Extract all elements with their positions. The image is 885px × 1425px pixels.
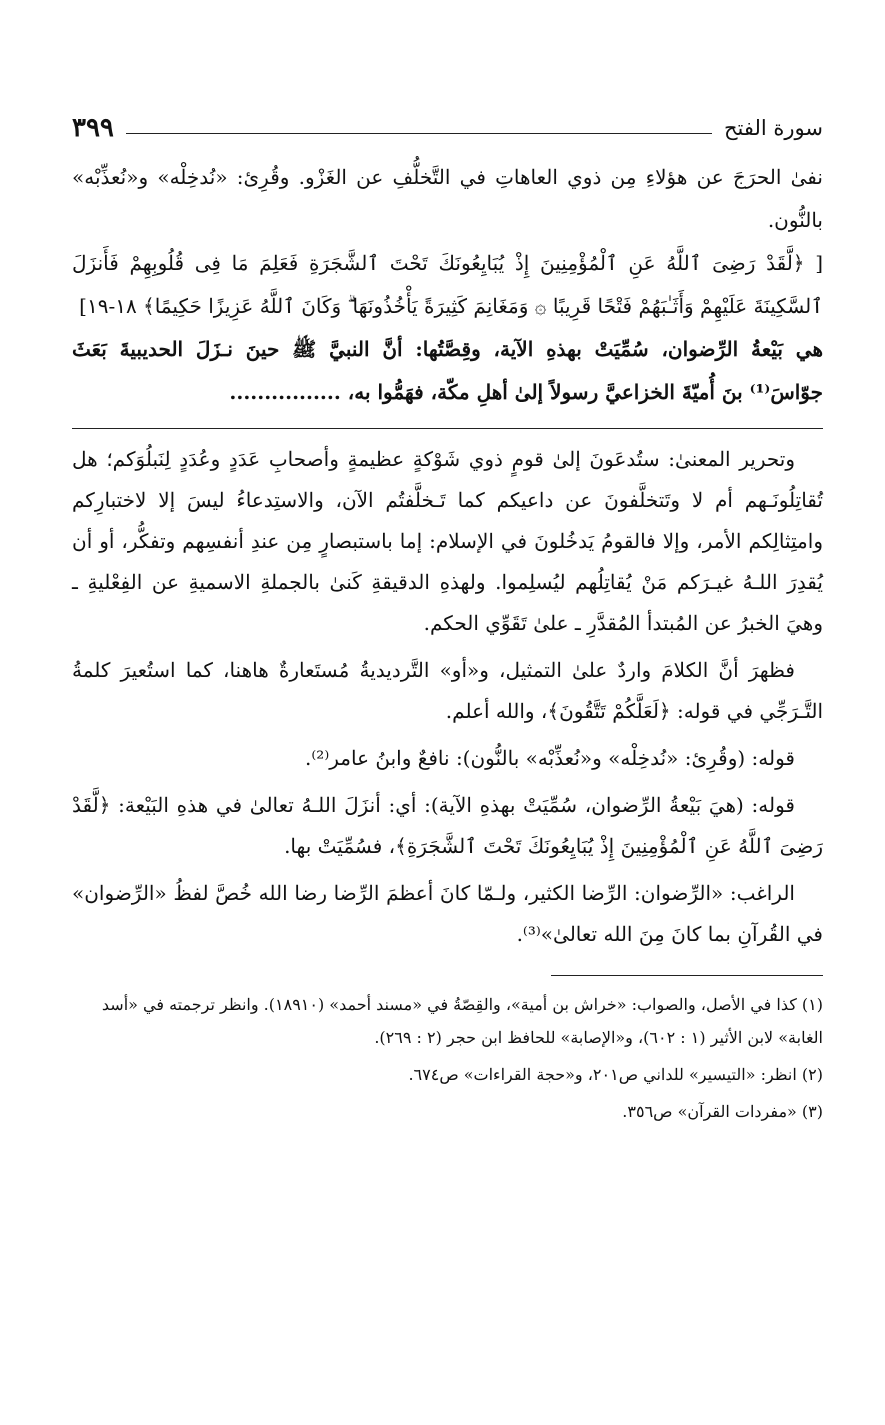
footnote-separator xyxy=(551,975,823,976)
footnote-1: (١) كذا في الأصل، والصواب: «خراش بن أمية»، والقِصّةُ في «مسند أحمد» (١٨٩١٠). وانظر ترجمته في «أسد الغابة» لابن الأثير (١ : ٦٠٢)، و«الإصابة» للحافظ ابن حجر (٢ : ٢٦٩). xyxy=(101,995,823,1047)
quran-verse: [ ﴿لَّقَدْ رَضِىَ ٱللَّهُ عَنِ ٱلْمُؤْمِنِينَ إِذْ يُبَايِعُونَكَ تَحْتَ ٱلشَّجَرَةِ فَعَلِمَ مَا فِى قُلُوبِهِمْ فَأَنزَلَ ٱلسَّكِينَةَ عَلَيْهِمْ وَأَثَـٰبَهُمْ فَتْحًا قَرِيبًا ۞ وَمَغَانِمَ كَثِيرَةً يَأْخُذُونَهَا ۗ وَكَانَ ٱللَّهُ عَزِيزًا حَكِيمًا﴾ ١٨-١٩] xyxy=(72,251,824,318)
commentary-paragraph-1: وتحرير المعنىٰ: ستُدعَونَ إلىٰ قومٍ ذوي شَوْكةٍ عظيمةٍ وأصحابِ عَدَدٍ وعُدَدٍ لِنَبلُوَكم؛ هل تُقاتِلُونَـهم أم لا وتَتخلَّفونَ عن داعيكم كما تَـخلَّفتُم الآن، والاستِدعاءُ ليسَ إلا لاختبارِكم وامتِثالِكم الأمر، وإلا فالقومُ يَدخُلونَ في الإسلام: إما باستبصارٍ مِن عندِ أنفسِهم وتفكُّر، أو أن يُقدِرَ اللـهُ غيـرَكم مَنْ يُقاتِلُهم ليُسلِموا. ولهذهِ الدقيقةِ كَنىٰ بالجملةِ الاسميةِ عن الفِعْليةِ ـ وهيَ الخبرُ عن المُبتدأ المُقدَّرِ ـ علىٰ تَقَوِّي الحكم. xyxy=(72,447,823,635)
commentary-text xyxy=(72,439,823,955)
surah-title: سورة الفتح xyxy=(723,116,823,140)
main-separator xyxy=(72,428,823,429)
upper-paragraph-1: نفىٰ الحرَجَ عن هؤلاءِ مِن ذوي العاهاتِ في التَّخلُّفِ عن الغَزْو. وقُرِئ: «نُدخِلْه» و«نُعذِّبْه» بالنُّون. xyxy=(72,165,823,232)
commentary-paragraph-3: قوله: (وقُرِئ: «نُدخِلْه» و«نُعذِّبْه» بالنُّون): نافعٌ وابنُ عامر⁽²⁾. xyxy=(305,746,795,770)
upper-text xyxy=(72,156,823,414)
footnotes xyxy=(72,988,823,1128)
page-header xyxy=(72,100,823,156)
commentary-paragraph-2: فظهرَ أنَّ الكلامَ واردٌ علىٰ التمثيل، و«أو» التَّرديديةُ مُستَعارةٌ هاهنا، كما استُعيرَ كلمةُ التَّـرَجِّي في قوله: ﴿لَعَلَّكُمْ تَتَّقُونَ﴾، والله أعلم. xyxy=(72,658,823,723)
page-number: ٣٩٩ xyxy=(72,113,114,143)
commentary-paragraph-5: الراغب: «الرِّضوان: الرِّضا الكثير، ولـمّا كانَ أعظمَ الرِّضا رضا الله خُصَّ لفظُ «الرِّضوان» في القُرآنِ بما كانَ مِنَ الله تعالىٰ»⁽³⁾. xyxy=(72,881,823,946)
footnote-2: (٢) انظر: «التيسير» للداني ص٢٠١، و«حجة القراءات» ص٦٧٤. xyxy=(408,1065,823,1084)
footnote-3: (٣) «مفردات القرآن» ص٣٥٦. xyxy=(622,1102,823,1121)
upper-paragraph-2: هي بَيْعةُ الرِّضوان، سُمِّيَتْ بهذهِ الآية، وقِصَّتُها: أنَّ النبيَّ ﷺ حينَ نـزَلَ الحديبيةَ بَعَثَ جوّاسَ⁽¹⁾ بنَ أُميّةَ الخزاعيَّ رسولاً إلىٰ أهلِ مكّة، فهَمُّوا به، ................ xyxy=(72,337,823,404)
header-rule xyxy=(126,133,712,134)
commentary-paragraph-4: قوله: (هيَ بَيْعةُ الرِّضوان، سُمِّيَتْ بهذهِ الآية): أي: أنزَلَ اللـهُ تعالىٰ في هذهِ البَيْعة: ﴿لَّقَدْ رَضِىَ ٱللَّهُ عَنِ ٱلْمُؤْمِنِينَ إِذْ يُبَايِعُونَكَ تَحْتَ ٱلشَّجَرَةِ﴾، فسُمِّيَتْ بها. xyxy=(72,793,823,858)
